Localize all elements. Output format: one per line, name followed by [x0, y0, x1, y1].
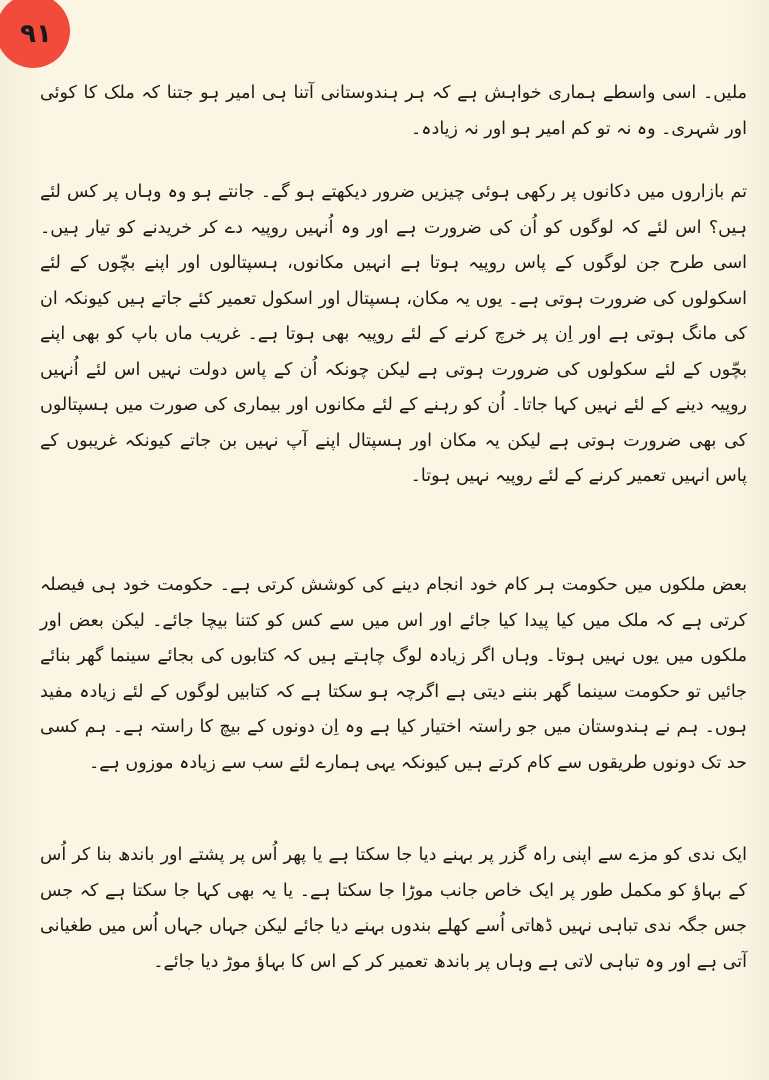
page-number: ۹۱	[20, 19, 52, 49]
paragraph-2-text: تم بازاروں میں دکانوں پر رکھی ہوئی چیزیں ضرور دیکھتے ہو گے۔ جانتے ہو وہ وہاں پر کس لئے ہیں؟ اس لئے کہ لوگوں کو اُن کی ضرورت ہے اور وہ اُنہیں روپیہ دے کر خریدنے کو تیار ہیں۔ اسی طرح جن لوگوں کے پاس روپیہ ہوتا ہے انہیں مکانوں، ہسپتالوں اور اپنے بچّوں کے لئے اسکولوں کی ضرورت ہوتی ہے۔ یوں یہ مکان، ہسپتال اور اسکول تعمیر کئے جاتے ہیں کیونکہ ان کی مانگ ہوتی ہے اور اِن پر خرچ کرنے کے لئے روپیہ بھی ہوتا ہے۔ غریب ماں باپ کو بھی اپنے بچّوں کے لئے سکولوں کی ضرورت ہوتی ہے لیکن چونکہ اُن کے پاس دولت نہیں اس لئے اُنہیں روپیہ دینے کے لئے نہیں کہا جاتا۔ اُن کو رہنے کے لئے مکانوں اور بیماری کی صورت میں ہسپتالوں کی بھی ضرورت ہوتی ہے لیکن یہ مکان اور ہسپتال اپنے آپ نہیں بن جاتے کیونکہ غریبوں کے پاس انہیں تعمیر کرنے کے لئے روپیہ نہیں ہوتا۔	[40, 182, 747, 486]
page-number-badge	[0, 0, 70, 68]
paragraph-3	[40, 568, 747, 781]
paragraph-2	[40, 175, 747, 495]
paragraph-4-text: ایک ندی کو مزے سے اپنی راہ گزر پر بہنے دیا جا سکتا ہے یا پھر اُس پر پشتے اور باندھ بنا کر اُس کے بہاؤ کو مکمل طور پر ایک خاص جانب موڑا جا سکتا ہے۔ یا یہ بھی کہا جا سکتا ہے کہ جس جس جگہ ندی تباہی نہیں ڈھاتی اُسے کھلے بندوں بہنے دیا جائے لیکن جہاں جہاں اُس میں طغیانی آتی ہے اور وہ تباہی لاتی ہے وہاں پر باندھ تعمیر کر کے اس کا بہاؤ موڑ دیا جائے۔	[40, 845, 747, 972]
paragraph-1	[40, 76, 747, 147]
paragraph-4	[40, 838, 747, 980]
paragraph-3-text: بعض ملکوں میں حکومت ہر کام خود انجام دینے کی کوشش کرتی ہے۔ حکومت خود ہی فیصلہ کرتی ہے کہ ملک میں کیا پیدا کیا جائے اور اس میں سے کس کو کتنا بیچا جائے۔ لیکن بعض اور ملکوں میں یوں نہیں ہوتا۔ وہاں اگر زیادہ لوگ چاہتے ہیں کہ کتابوں کی بجائے سینما گھر بنائے جائیں تو حکومت سینما گھر بننے دیتی ہے اگرچہ ہو سکتا ہے کہ کتابیں لوگوں کے لئے زیادہ مفید ہوں۔ ہم نے ہندوستان میں جو راستہ اختیار کیا ہے وہ اِن دونوں کے بیچ کا راستہ ہے۔ ہم کسی حد تک دونوں طریقوں سے کام کرتے ہیں کیونکہ یہی ہمارے لئے سب سے زیادہ موزوں ہے۔	[40, 575, 747, 773]
paragraph-1-text: ملیں۔ اسی واسطے ہماری خواہش ہے کہ ہر ہندوستانی آتنا ہی امیر ہو جتنا کہ ملک کا کوئی اور شہری۔ وہ نہ تو کم امیر ہو اور نہ زیادہ۔	[40, 83, 747, 139]
